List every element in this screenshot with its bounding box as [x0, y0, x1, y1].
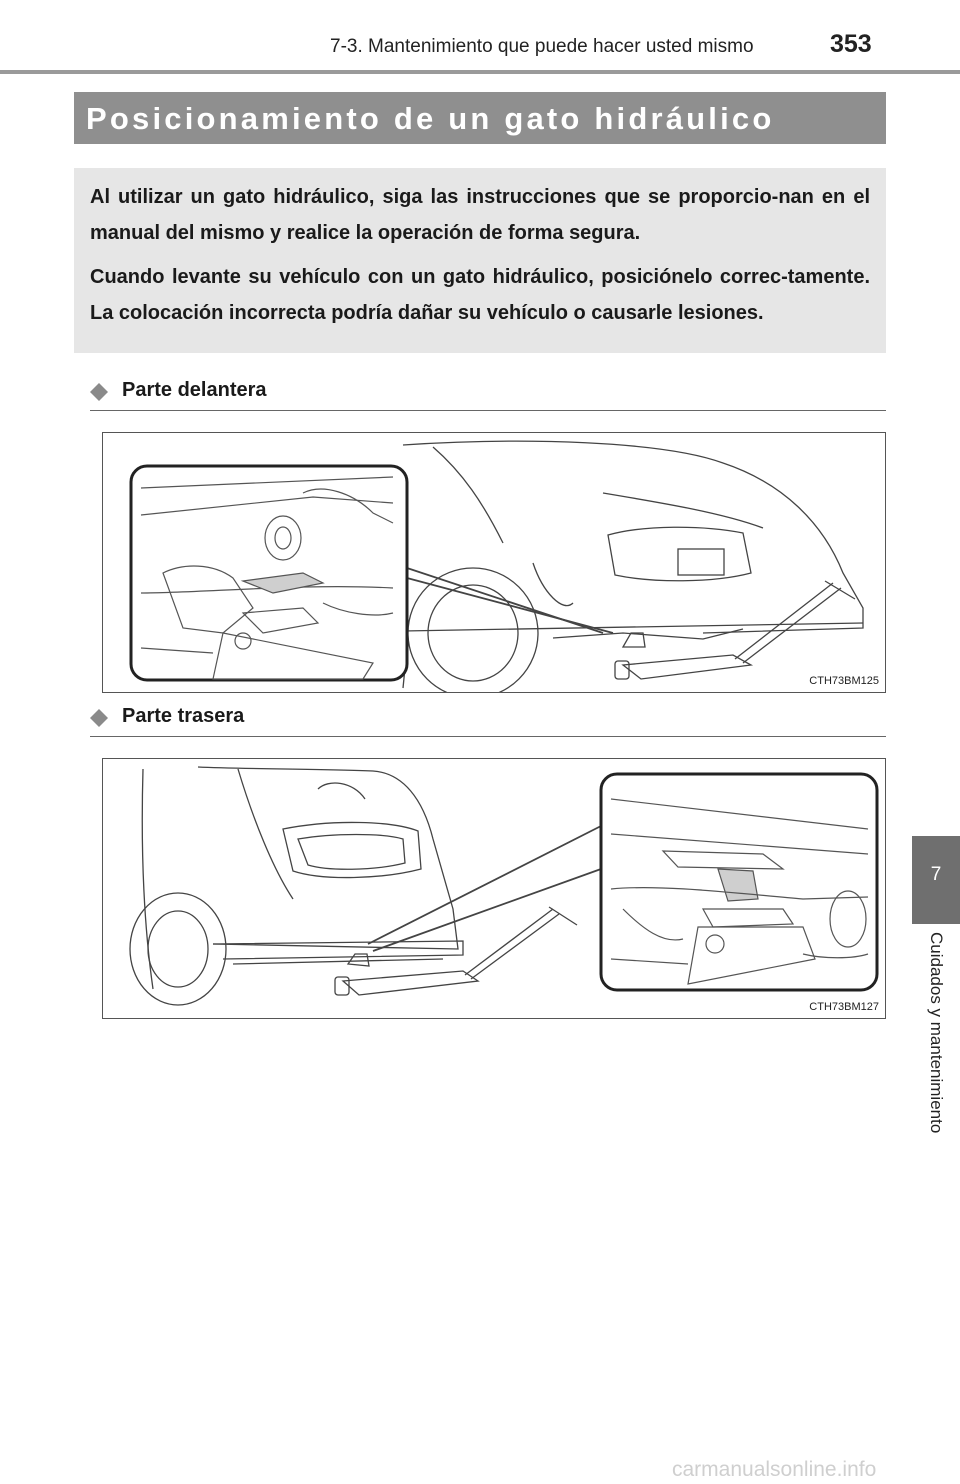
figure-code-rear: CTH73BM127 — [809, 1001, 879, 1013]
chapter-number: 7 — [930, 864, 942, 885]
section-heading-front — [90, 379, 886, 409]
page-number: 353 — [830, 30, 872, 58]
section-heading-rear — [90, 705, 886, 735]
diamond-bullet-icon — [90, 709, 108, 727]
section-title-rear: Parte trasera — [122, 705, 245, 727]
diamond-bullet-icon — [90, 383, 108, 401]
chapter-label — [916, 932, 956, 1172]
title-bar — [74, 92, 886, 144]
page-title: Posicionamiento de un gato hidráulico — [86, 101, 775, 136]
front-car-jack-illustration — [103, 433, 886, 693]
chapter-tab — [912, 836, 960, 924]
section-divider-front — [90, 410, 886, 411]
figure-code-front: CTH73BM125 — [809, 675, 879, 687]
intro-paragraph-1: Al utilizar un gato hidráulico, siga las instrucciones que se proporcio-nan en el manual del mismo y realice la operación de forma segura. — [90, 186, 870, 244]
header-section-title: 7-3. Mantenimiento que puede hacer usted mismo — [330, 36, 754, 57]
figure-rear-jack-point — [102, 758, 886, 1019]
intro-paragraph-2: Cuando levante su vehículo con un gato hidráulico, posiciónelo correc-tamente. La colocación incorrecta podría dañar su vehículo o causarle lesiones. — [90, 266, 870, 324]
watermark: carmanualsonline.info — [672, 1458, 877, 1481]
rear-car-jack-illustration — [103, 759, 886, 1019]
figure-front-jack-point — [102, 432, 886, 693]
header-divider — [0, 70, 960, 74]
section-divider-rear — [90, 736, 886, 737]
section-title-front: Parte delantera — [122, 379, 267, 401]
chapter-label-text: Cuidados y mantenimiento — [927, 932, 946, 1134]
intro-box — [74, 168, 886, 353]
